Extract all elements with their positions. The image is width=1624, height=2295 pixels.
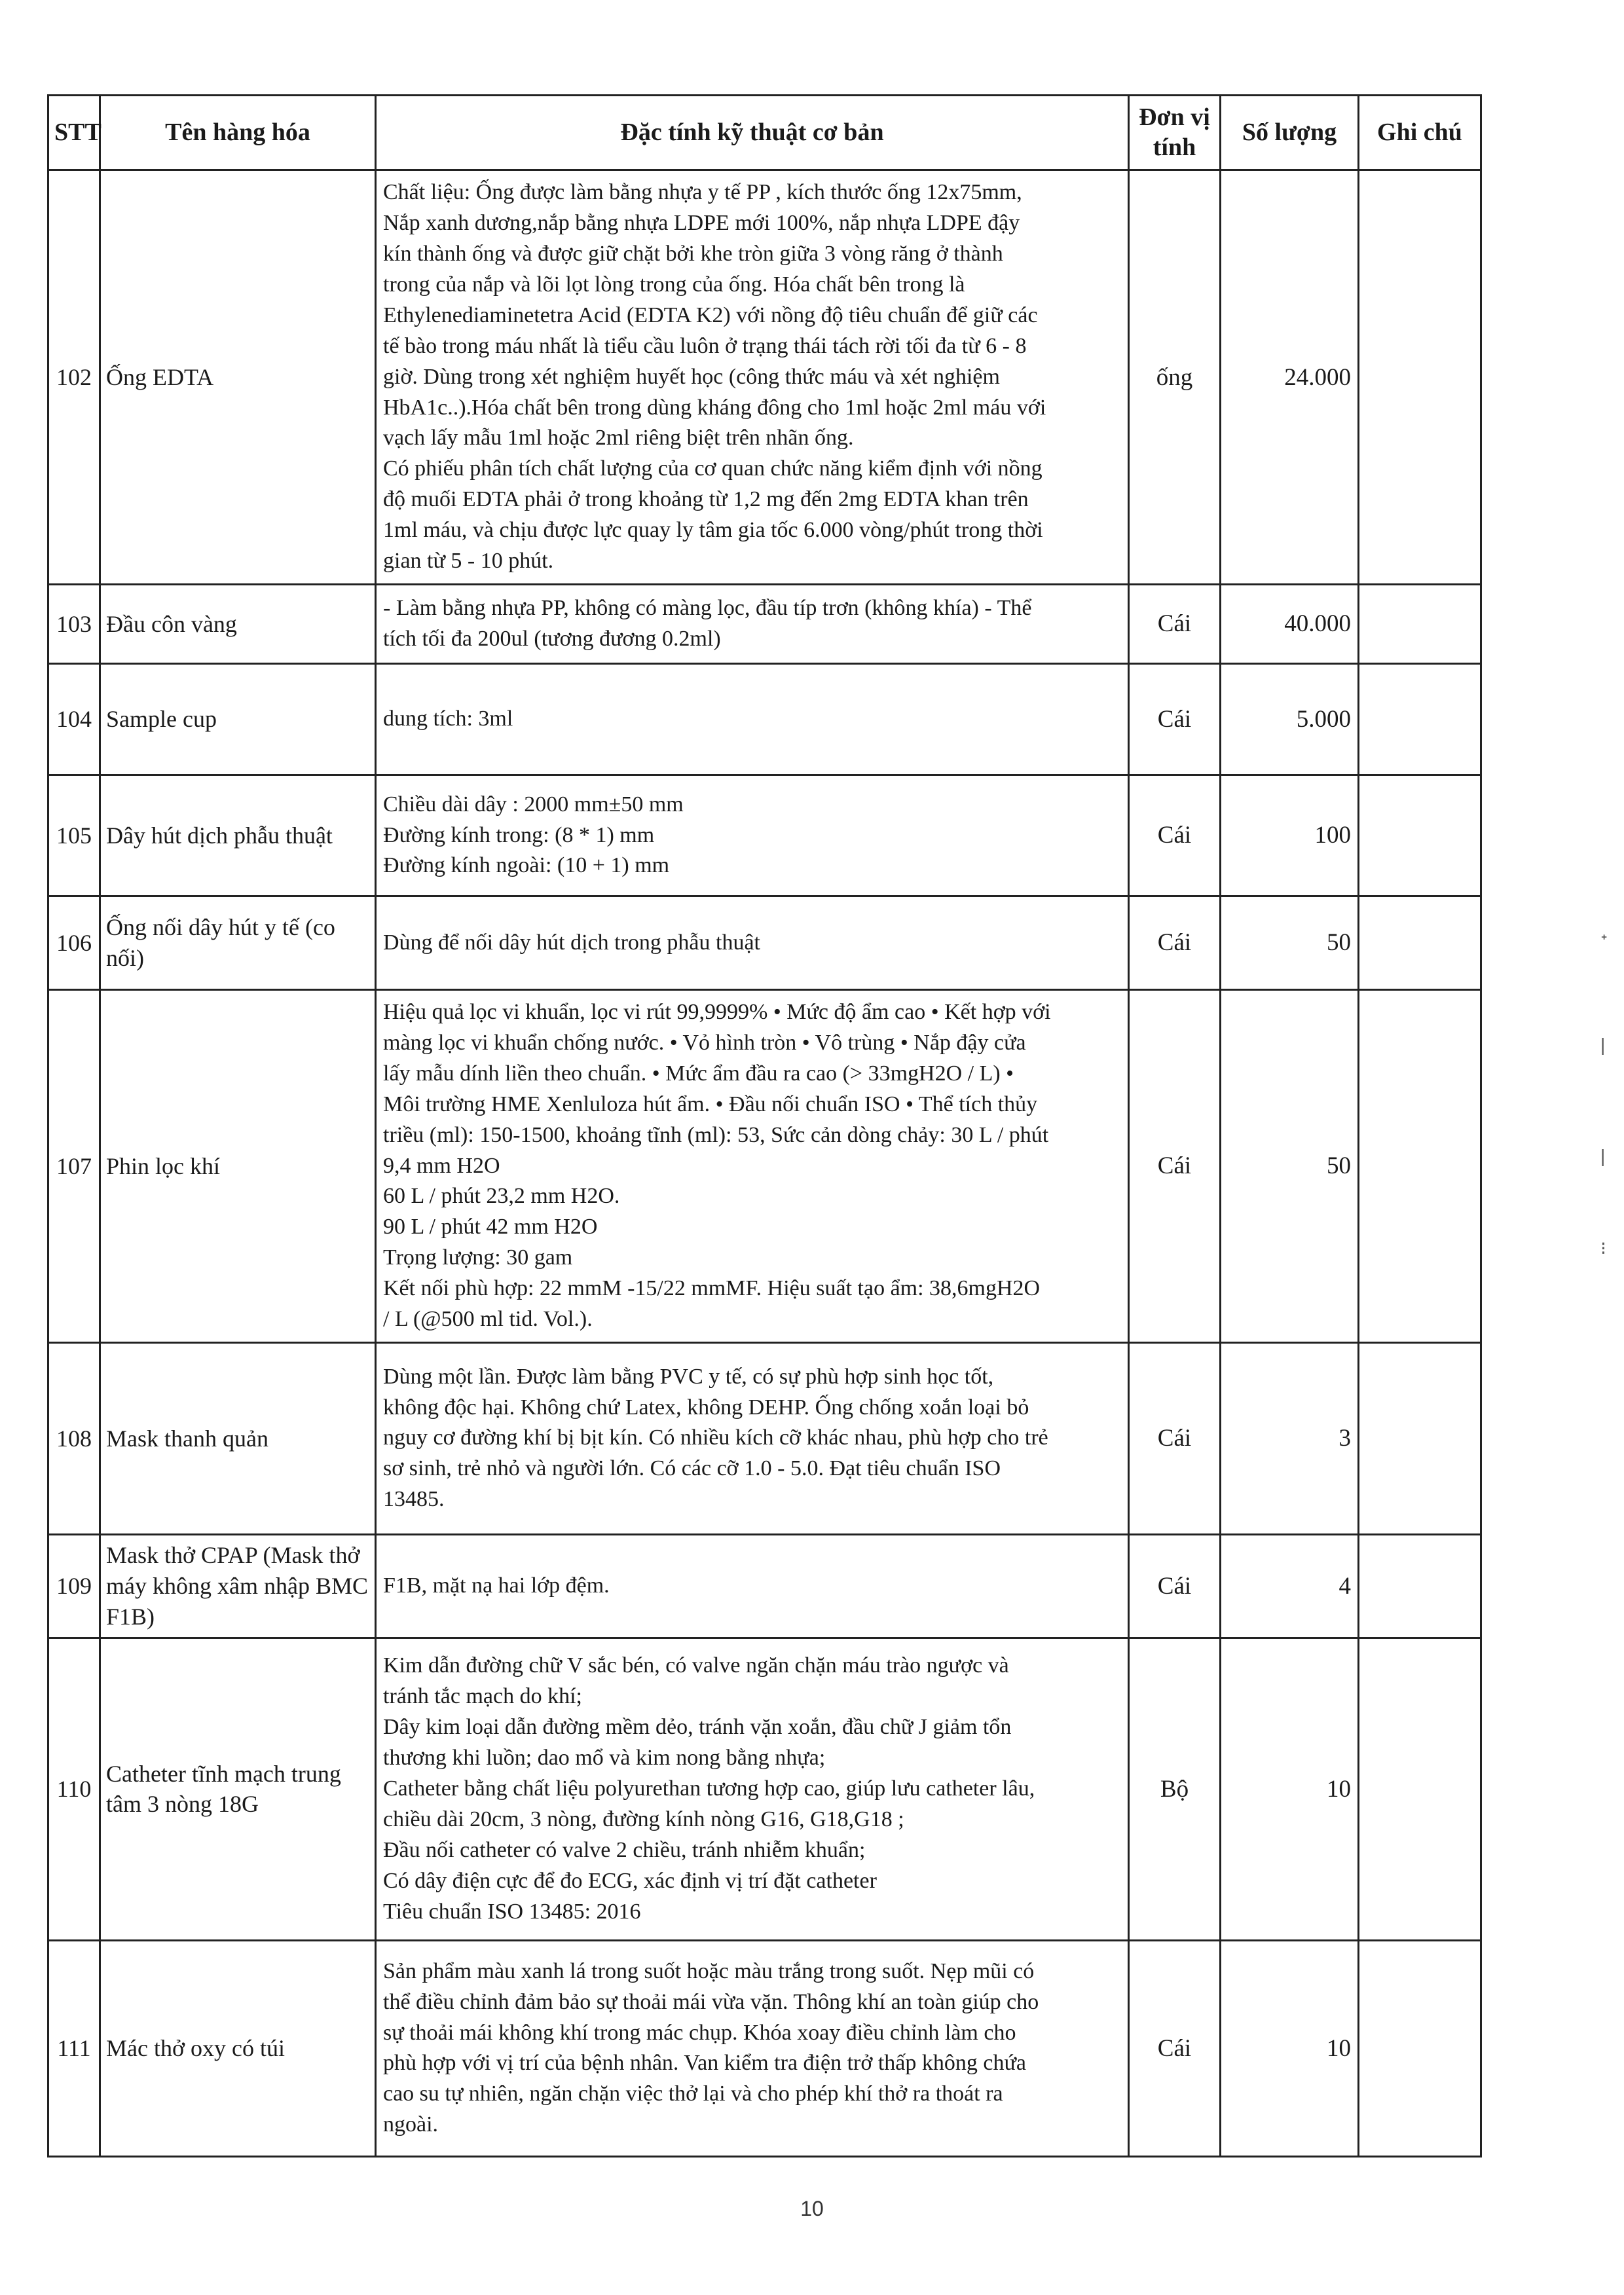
row-spec (376, 663, 1129, 775)
header-name: Tên hàng hóa (100, 96, 376, 170)
row-stt: 106 (48, 896, 100, 989)
spec-line: phù hợp với vị trí của bệnh nhân. Van kiểm tra điện trở thấp không chứa (383, 2051, 1026, 2076)
row-stt: 110 (48, 1638, 100, 1940)
spec-table (47, 94, 1482, 2157)
margin-scan-marks: ᐩ | | ⁝ (1600, 930, 1608, 1258)
spec-line: Dùng một lần. Được làm bằng PVC y tế, có sự phù hợp sinh học tốt, (383, 1364, 994, 1389)
row-note (1359, 896, 1481, 989)
table-row (48, 896, 1481, 989)
spec-line: Catheter bằng chất liệu polyurethan tương hợp cao, giúp lưu catheter lâu, (383, 1776, 1035, 1801)
row-unit: Cái (1129, 1534, 1221, 1638)
spec-line: Môi trường HME Xenluloza hút ẩm. • Đầu nối chuẩn ISO • Thể tích thủy (383, 1092, 1038, 1116)
row-note (1359, 1342, 1481, 1534)
row-spec (376, 1534, 1129, 1638)
row-item-name: Sample cup (100, 663, 376, 775)
spec-line: nguy cơ đường khí bị bịt kín. Có nhiều kích cỡ khác nhau, phù hợp cho trẻ (383, 1425, 1048, 1450)
row-quantity: 50 (1221, 896, 1359, 989)
spec-line: độ muối EDTA phải ở trong khoảng từ 1,2 mg đến 2mg EDTA khan trên (383, 487, 1029, 512)
spec-line: Sản phẩm màu xanh lá trong suốt hoặc màu trắng trong suốt. Nẹp mũi có (383, 1958, 1035, 1983)
spec-line: Đường kính trong: (8 * 1) mm (383, 822, 655, 847)
row-unit: Cái (1129, 1940, 1221, 2156)
table-row (48, 775, 1481, 896)
table-body (48, 170, 1481, 2157)
table-row (48, 584, 1481, 663)
row-item-name: Dây hút dịch phẫu thuật (100, 775, 376, 896)
spec-line: sự thoải mái không khí trong mác chụp. Khóa xoay điều chỉnh làm cho (383, 2020, 1016, 2045)
spec-line: ngoài. (383, 2112, 439, 2137)
row-unit: ống (1129, 170, 1221, 585)
spec-line: Kết nối phù hợp: 22 mmM -15/22 mmMF. Hiệu suất tạo ẩm: 38,6mgH2O (383, 1276, 1041, 1301)
row-quantity: 3 (1221, 1342, 1359, 1534)
row-note (1359, 1638, 1481, 1940)
spec-line: Chất liệu: Ống được làm bằng nhựa y tế PP , kích thước ống 12x75mm, (383, 180, 1022, 205)
spec-line: dung tích: 3ml (383, 707, 513, 731)
row-stt: 111 (48, 1940, 100, 2156)
spec-line: lấy mẫu dính liền theo chuẩn. • Mức ẩm đầu ra cao (> 33mgH2O / L) • (383, 1061, 1014, 1086)
spec-line: Đường kính ngoài: (10 + 1) mm (383, 853, 670, 878)
spec-line: 60 L / phút 23,2 mm H2O. (383, 1184, 620, 1209)
table-row (48, 663, 1481, 775)
spec-line: 9,4 mm H2O (383, 1153, 500, 1178)
row-unit: Cái (1129, 1342, 1221, 1534)
row-quantity: 4 (1221, 1534, 1359, 1638)
spec-line: Có dây điện cực để đo ECG, xác định vị trí đặt catheter (383, 1868, 877, 1893)
row-unit: Cái (1129, 663, 1221, 775)
spec-line: tránh tắc mạch do khí; (383, 1684, 583, 1709)
table-row (48, 170, 1481, 585)
row-stt: 107 (48, 989, 100, 1342)
row-note (1359, 170, 1481, 585)
row-note (1359, 775, 1481, 896)
spec-line: HbA1c..).Hóa chất bên trong dùng kháng đông cho 1ml hoặc 2ml máu với (383, 395, 1046, 420)
row-note (1359, 663, 1481, 775)
spec-line: gian từ 5 - 10 phút. (383, 549, 554, 574)
row-quantity: 10 (1221, 1638, 1359, 1940)
spec-line: / L (@500 ml tid. Vol.). (383, 1307, 593, 1332)
row-stt: 102 (48, 170, 100, 585)
spec-line: Nắp xanh dương,nắp bằng nhựa LDPE mới 100%, nắp nhựa LDPE đậy (383, 211, 1020, 236)
spec-line: thể điều chỉnh đảm bảo sự thoải mái vừa vặn. Thông khí an toàn giúp cho (383, 1989, 1039, 2014)
spec-line: thương khi luồn; dao mổ và kim nong bằng nhựa; (383, 1746, 826, 1771)
row-stt: 108 (48, 1342, 100, 1534)
spec-line: Ethylenediaminetetra Acid (EDTA K2) với nồng độ tiêu chuẩn để giữ các (383, 303, 1038, 327)
spec-line: - Làm bằng nhựa PP, không có màng lọc, đầu típ trơn (không khía) - Thể (383, 596, 1032, 621)
row-spec (376, 584, 1129, 663)
row-stt: 104 (48, 663, 100, 775)
page-number: 10 (800, 2197, 824, 2220)
header-note: Ghi chú (1359, 96, 1481, 170)
row-quantity: 100 (1221, 775, 1359, 896)
row-note (1359, 584, 1481, 663)
row-item-name: Mask thanh quản (100, 1342, 376, 1534)
row-item-name: Mác thở oxy có túi (100, 1940, 376, 2156)
row-unit: Cái (1129, 896, 1221, 989)
spec-line: cao su tự nhiên, ngăn chặn việc thở lại và cho phép khí thở ra thoát ra (383, 2082, 1003, 2106)
header-spec: Đặc tính kỹ thuật cơ bản (376, 96, 1129, 170)
spec-line: giờ. Dùng trong xét nghiệm huyết học (công thức máu và xét nghiệm (383, 364, 1000, 389)
table-row (48, 1342, 1481, 1534)
row-item-name: Ống EDTA (100, 170, 376, 585)
spec-line: F1B, mặt nạ hai lớp đệm. (383, 1573, 610, 1598)
row-quantity: 40.000 (1221, 584, 1359, 663)
row-spec (376, 896, 1129, 989)
spec-line: kín thành ống và được giữ chặt bởi khe tròn giữa 3 vòng răng ở thành (383, 242, 1003, 266)
header-qty: Số lượng (1221, 96, 1359, 170)
spec-line: Kim dẫn đường chữ V sắc bén, có valve ngăn chặn máu trào ngược và (383, 1653, 1009, 1678)
spec-line: Chiều dài dây : 2000 mm±50 mm (383, 792, 684, 817)
table-row (48, 1534, 1481, 1638)
spec-line: không độc hại. Không chứ Latex, không DEHP. Ống chống xoắn loại bỏ (383, 1395, 1029, 1420)
spec-line: triều (ml): 150-1500, khoảng tĩnh (ml): 53, Sức cản dòng chảy: 30 L / phút (383, 1122, 1049, 1147)
spec-line: Trọng lượng: 30 gam (383, 1245, 573, 1270)
row-stt: 109 (48, 1534, 100, 1638)
row-unit: Cái (1129, 775, 1221, 896)
row-spec (376, 1940, 1129, 2156)
row-note (1359, 1940, 1481, 2156)
spec-line: 1ml máu, và chịu được lực quay ly tâm gia tốc 6.000 vòng/phút trong thời (383, 518, 1043, 543)
spec-line: Hiệu quả lọc vi khuẩn, lọc vi rút 99,9999% • Mức độ ẩm cao • Kết hợp với (383, 999, 1051, 1024)
spec-line: màng lọc vi khuẩn chống nước. • Vỏ hình tròn • Vô trùng • Nắp đậy cửa (383, 1030, 1026, 1055)
row-stt: 103 (48, 584, 100, 663)
header-stt: STT (48, 96, 100, 170)
table-row (48, 1638, 1481, 1940)
spec-line: 90 L / phút 42 mm H2O (383, 1215, 598, 1239)
row-spec (376, 1638, 1129, 1940)
row-unit: Cái (1129, 989, 1221, 1342)
spec-line: vạch lấy mẫu 1ml hoặc 2ml riêng biệt trên nhãn ống. (383, 426, 854, 450)
table-row (48, 989, 1481, 1342)
table-row (48, 1940, 1481, 2156)
row-unit: Bộ (1129, 1638, 1221, 1940)
spec-line: Đầu nối catheter có valve 2 chiều, tránh nhiễm khuẩn; (383, 1837, 866, 1862)
row-item-name: Ống nối dây hút y tế (co nối) (100, 896, 376, 989)
spec-line: Tiêu chuẩn ISO 13485: 2016 (383, 1899, 641, 1924)
row-quantity: 24.000 (1221, 170, 1359, 585)
row-spec (376, 989, 1129, 1342)
row-spec (376, 170, 1129, 585)
spec-line: Có phiếu phân tích chất lượng của cơ quan chức năng kiểm định với nồng (383, 456, 1043, 481)
row-note (1359, 989, 1481, 1342)
row-note (1359, 1534, 1481, 1638)
header-unit: Đơn vị tính (1129, 96, 1221, 170)
row-stt: 105 (48, 775, 100, 896)
row-item-name: Đầu côn vàng (100, 584, 376, 663)
spec-line: tế bào trong máu nhất là tiểu cầu luôn ở trạng thái tách rời tối đa từ 6 - 8 (383, 333, 1027, 358)
row-quantity: 5.000 (1221, 663, 1359, 775)
spec-line: Dùng để nối dây hút dịch trong phẫu thuật (383, 930, 761, 955)
row-unit: Cái (1129, 584, 1221, 663)
spec-line: sơ sinh, trẻ nhỏ và người lớn. Có các cỡ 1.0 - 5.0. Đạt tiêu chuẩn ISO (383, 1456, 1001, 1481)
row-spec (376, 1342, 1129, 1534)
spec-line: chiều dài 20cm, 3 nòng, đường kính nòng G16, G18,G18 ; (383, 1807, 904, 1831)
row-quantity: 10 (1221, 1940, 1359, 2156)
row-item-name: Catheter tĩnh mạch trung tâm 3 nòng 18G (100, 1638, 376, 1940)
table-header-row (48, 96, 1481, 170)
spec-line: Dây kim loại dẫn đường mềm dẻo, tránh vặn xoắn, đầu chữ J giảm tổn (383, 1715, 1012, 1740)
row-item-name: Phin lọc khí (100, 989, 376, 1342)
row-quantity: 50 (1221, 989, 1359, 1342)
spec-line: tích tối đa 200ul (tương đương 0.2ml) (383, 626, 721, 651)
row-item-name: Mask thở CPAP (Mask thở máy không xâm nhập BMC F1B) (100, 1534, 376, 1638)
spec-line: 13485. (383, 1487, 445, 1512)
row-spec (376, 775, 1129, 896)
spec-line: trong của nắp và lõi lọt lòng trong của ống. Hóa chất bên trong là (383, 272, 965, 297)
